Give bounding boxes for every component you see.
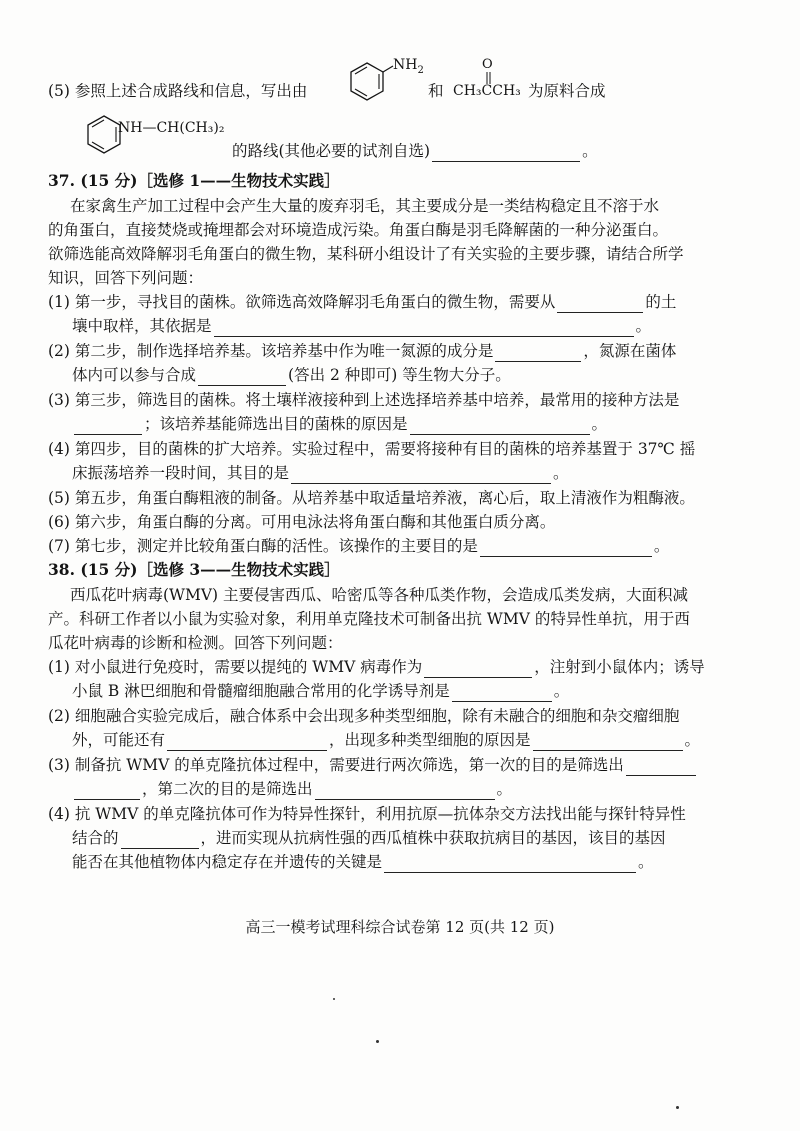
q37-step3-line2: ；该培养基能筛选出目的菌株的原因是 。 (72, 413, 607, 435)
q37-1-blank-soil[interactable] (557, 296, 643, 313)
q38-step2-line2: 外，可能还有 ，出现多种类型细胞的原因是 。 (72, 731, 701, 749)
q38-step3-line1: (3) 制备抗 WMV 的单克隆抗体过程中，需要进行两次筛选，第一次的目的是筛选出 (48, 754, 698, 776)
q38-step4-line3: 能否在其他植物体内稳定存在并遗传的关键是 。 (72, 853, 654, 871)
q37-3-blank-method[interactable] (74, 418, 142, 435)
q38-intro-1: 西瓜花叶病毒(WMV) 主要侵害西瓜、哈密瓜等各种瓜类作物，会造成瓜类发病，大面积减 (70, 586, 689, 604)
scan-speck (676, 1106, 679, 1109)
q38-step3-line2: ，第二次的目的是筛选出 。 (72, 778, 512, 800)
scan-speck (376, 1040, 379, 1043)
q38-2-blank-reason[interactable] (533, 734, 683, 751)
q37-2-blank-macromolecules[interactable] (198, 369, 286, 386)
amine-group: $NH_2$ (393, 57, 424, 76)
q5-answer-blank[interactable] (432, 145, 580, 162)
q38-3-blank-first-b[interactable] (74, 783, 140, 800)
q37-step1-line2: 壤中取样，其依据是 。 (72, 317, 652, 335)
q37-7-blank-purpose[interactable] (480, 540, 652, 557)
q37-step1-line1: (1) 第一步，寻找目的菌株。欲筛选高效降解羽毛角蛋白的微生物，需要从 的土 (48, 293, 677, 311)
q38-3-blank-first-a[interactable] (626, 759, 696, 776)
q37-step4-line2: 床振荡培养一段时间，其目的是 。 (72, 464, 569, 482)
q37-step6: (6) 第六步，角蛋白酶的分离。可用电泳法将角蛋白酶和其他蛋白质分离。 (48, 513, 556, 531)
q38-intro-3: 瓜花叶病毒的诊断和检测。回答下列问题： (48, 634, 343, 652)
product-formula: NH—CH(CH₃)₂ (118, 120, 225, 136)
q5-part1: (5) 参照上述合成路线和信息，写出由 (48, 82, 308, 100)
ketone-oxygen: O (482, 57, 493, 72)
q38-4-blank-key[interactable] (384, 856, 636, 873)
q37-intro-3: 欲筛选能高效降解羽毛角蛋白的微生物，某科研小组设计了有关实验的主要步骤，请结合所学 (48, 245, 684, 263)
q37-step7: (7) 第七步，测定并比较角蛋白酶的活性。该操作的主要目的是 。 (48, 537, 670, 555)
q38-step1-line1: (1) 对小鼠进行免疫时，需要以提纯的 WMV 病毒作为 ，注射到小鼠体内；诱导 (48, 658, 705, 676)
page-footer: 高三一模考试理科综合试卷第 12 页(共 12 页) (245, 918, 555, 936)
q38-header: 38. (15 分)［选修 3——生物技术实践］ (48, 560, 340, 579)
q37-step2-line1: (2) 第二步，制作选择培养基。该培养基中作为唯一氮源的成分是 ，氮源在菌体 (48, 342, 677, 360)
q37-1-blank-basis[interactable] (214, 320, 634, 337)
q5-part2: 为原料合成 (528, 82, 606, 100)
q37-step2-line2: 体内可以参与合成 (答出 2 种即可) 等生物大分子。 (72, 366, 511, 384)
q38-step4-line1: (4) 抗 WMV 的单克隆抗体可作为特异性探针，利用抗原—抗体杂交方法找出能与探针特异性 (48, 805, 686, 823)
acetone-formula: CH₃CCH₃ (453, 83, 521, 99)
q37-3-blank-reason[interactable] (410, 418, 590, 435)
q37-header: 37. (15 分)［选修 1——生物技术实践］ (48, 171, 340, 190)
q38-step1-line2: 小鼠 B 淋巴细胞和骨髓瘤细胞融合常用的化学诱导剂是 。 (72, 682, 570, 700)
q37-step5: (5) 第五步，角蛋白酶粗液的制备。从培养基中取适量培养液，离心后，取上清液作为粗酶液。 (48, 489, 695, 507)
q37-4-blank-purpose[interactable] (291, 467, 551, 484)
q38-2-blank-cells[interactable] (167, 734, 327, 751)
q38-3-blank-second[interactable] (315, 783, 495, 800)
q37-intro-4: 知识，回答下列问题： (48, 269, 204, 287)
q5-and: 和 (428, 82, 444, 100)
q5-line2: 的路线(其他必要的试剂自选) 。 (232, 142, 598, 160)
q37-intro-2: 的角蛋白，直接焚烧或掩埋都会对环境造成污染。角蛋白酶是羽毛降解菌的一种分泌蛋白。 (48, 221, 669, 239)
q38-step2-line1: (2) 细胞融合实验完成后，融合体系中会出现多种类型细胞，除有未融合的细胞和杂交瘤细胞 (48, 707, 680, 725)
q38-intro-2: 产。科研工作者以小鼠为实验对象，利用单克隆技术可制备出抗 WMV 的特异性单抗，用于西 (48, 610, 690, 628)
q38-1-blank-inducer[interactable] (452, 685, 552, 702)
q37-2-blank-nitrogen[interactable] (495, 345, 581, 362)
q38-4-blank-binding[interactable] (121, 832, 199, 849)
q38-1-blank-antigen[interactable] (424, 661, 532, 678)
q37-intro-1: 在家禽生产加工过程中会产生大量的废弃羽毛，其主要成分是一类结构稳定且不溶于水 (70, 197, 660, 215)
q5-prompt (48, 80, 307, 102)
scan-speck (333, 998, 335, 1000)
q38-step4-line2: 结合的 ，进而实现从抗病性强的西瓜植株中获取抗病目的基因，该目的基因 (72, 829, 666, 847)
q37-step3-line1: (3) 第三步，筛选目的菌株。将土壤样液接种到上述选择培养基中培养，最常用的接种方法是 (48, 391, 680, 409)
q37-step4-line1: (4) 第四步，目的菌株的扩大培养。实验过程中，需要将接种有目的菌株的培养基置于 37℃ 摇 (48, 440, 696, 458)
